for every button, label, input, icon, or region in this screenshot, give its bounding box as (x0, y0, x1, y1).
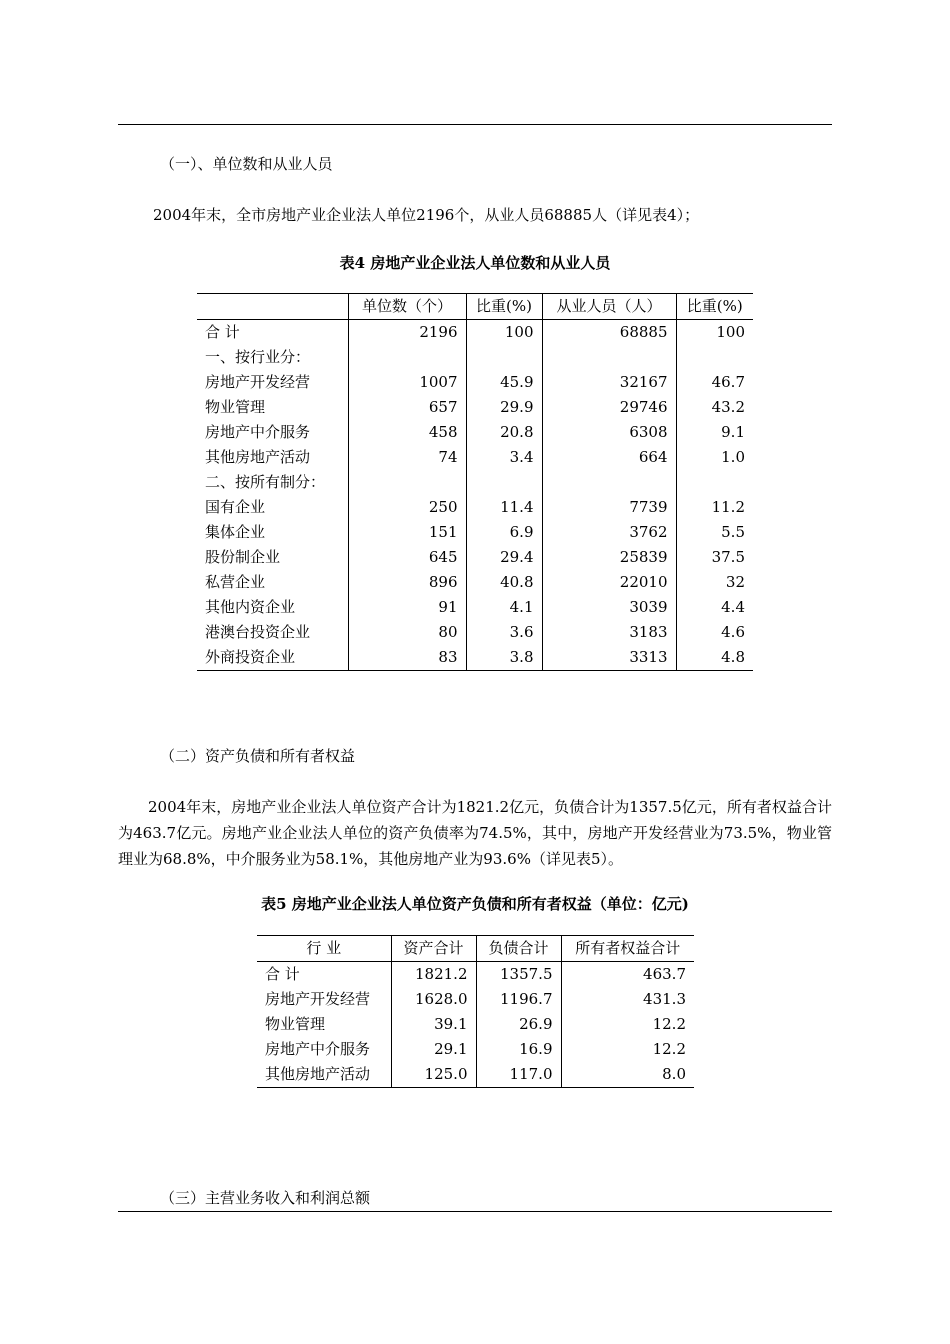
table-row (197, 470, 753, 495)
cell: 3313 (542, 645, 676, 671)
table4-header-cell: 单位数（个） (348, 294, 466, 320)
table-row (197, 445, 753, 470)
table-row (197, 620, 753, 645)
table-row (197, 320, 753, 346)
cell: 2196 (348, 320, 466, 346)
table-row (197, 545, 753, 570)
table4-header-cell (197, 294, 348, 320)
cell: 74 (348, 445, 466, 470)
table4-header-cell: 比重(%) (466, 294, 542, 320)
cell: 45.9 (466, 370, 542, 395)
table-row (257, 1037, 694, 1062)
cell: 16.9 (476, 1037, 561, 1062)
cell: 83 (348, 645, 466, 671)
cell: 29746 (542, 395, 676, 420)
table4-header-cell: 比重(%) (676, 294, 753, 320)
cell: 12.2 (561, 1037, 694, 1062)
row-label: 物业管理 (205, 398, 266, 416)
cell: 3762 (542, 520, 676, 545)
cell: 5.5 (676, 520, 753, 545)
row-label: 港澳台投资企业 (205, 623, 311, 641)
cell (348, 345, 466, 370)
table-row (197, 495, 753, 520)
table4-header-row (197, 294, 753, 320)
cell: 896 (348, 570, 466, 595)
row-label: 集体企业 (205, 523, 266, 541)
table5 (257, 935, 694, 1088)
section2-heading: （二）资产负债和所有者权益 (160, 747, 356, 765)
cell: 100 (676, 320, 753, 346)
cell: 11.4 (466, 495, 542, 520)
cell: 3.8 (466, 645, 542, 671)
cell: 6308 (542, 420, 676, 445)
table-row (197, 345, 753, 370)
cell (466, 470, 542, 495)
cell (348, 470, 466, 495)
cell: 250 (348, 495, 466, 520)
cell: 32 (676, 570, 753, 595)
cell: 1357.5 (476, 962, 561, 988)
cell: 29.1 (391, 1037, 476, 1062)
section1-heading: （一）、单位数和从业人员 (160, 155, 333, 173)
cell: 125.0 (391, 1062, 476, 1088)
cell: 8.0 (561, 1062, 694, 1088)
cell: 40.8 (466, 570, 542, 595)
cell: 1628.0 (391, 987, 476, 1012)
cell: 458 (348, 420, 466, 445)
cell (542, 345, 676, 370)
table5-header-row (257, 936, 694, 962)
cell: 7739 (542, 495, 676, 520)
cell: 68885 (542, 320, 676, 346)
row-label: 股份制企业 (205, 548, 281, 566)
cell: 3039 (542, 595, 676, 620)
row-label: 二、按所有制分： (205, 473, 326, 491)
table-row (197, 395, 753, 420)
cell: 3.6 (466, 620, 542, 645)
row-label: 其他内资企业 (205, 598, 296, 616)
row-label: 房地产中介服务 (205, 423, 311, 441)
table5-header-cell: 资产合计 (391, 936, 476, 962)
table-row (197, 420, 753, 445)
cell: 22010 (542, 570, 676, 595)
cell: 664 (542, 445, 676, 470)
table-row (257, 1012, 694, 1037)
row-label: 其他房地产活动 (265, 1065, 371, 1083)
section1-text: 2004年末，全市房地产业企业法人单位2196个，从业人员68885人（详见表4）； (153, 206, 700, 224)
cell: 3.4 (466, 445, 542, 470)
top-rule (118, 124, 832, 125)
table5-caption: 表5 房地产业企业法人单位资产负债和所有者权益（单位：亿元) (261, 895, 689, 913)
cell (466, 345, 542, 370)
table-row (197, 370, 753, 395)
cell: 151 (348, 520, 466, 545)
cell: 463.7 (561, 962, 694, 988)
cell: 32167 (542, 370, 676, 395)
cell: 29.9 (466, 395, 542, 420)
table5-header-cell: 所有者权益合计 (561, 936, 694, 962)
cell: 37.5 (676, 545, 753, 570)
cell: 25839 (542, 545, 676, 570)
cell: 11.2 (676, 495, 753, 520)
row-label: 合 计 (265, 965, 300, 983)
cell: 91 (348, 595, 466, 620)
cell: 4.4 (676, 595, 753, 620)
cell: 1196.7 (476, 987, 561, 1012)
row-label: 私营企业 (205, 573, 266, 591)
cell (542, 470, 676, 495)
cell: 431.3 (561, 987, 694, 1012)
cell: 100 (466, 320, 542, 346)
row-label: 一、按行业分： (205, 348, 311, 366)
table-row (197, 520, 753, 545)
table5-header-cell: 行 业 (257, 936, 391, 962)
cell (676, 345, 753, 370)
section2-text: 2004年末，房地产业企业法人单位资产合计为1821.2亿元，负债合计为1357.5亿元，所有者权益合计为463.7亿元。房地产业企业法人单位的资产负债率为74.5%，其中，房地产开发经营业为73.5%，物业管理业为68.8%，中介服务业为58.1%，其他房地产业为93.6%（详见表5）。 (118, 798, 832, 868)
table-row (257, 962, 694, 988)
cell: 46.7 (676, 370, 753, 395)
cell: 39.1 (391, 1012, 476, 1037)
cell: 9.1 (676, 420, 753, 445)
cell: 29.4 (466, 545, 542, 570)
cell: 1821.2 (391, 962, 476, 988)
cell: 20.8 (466, 420, 542, 445)
table-row (197, 645, 753, 671)
section3-heading: （三）主营业务收入和利润总额 (160, 1189, 371, 1207)
cell: 4.8 (676, 645, 753, 671)
cell: 12.2 (561, 1012, 694, 1037)
table-row (257, 1062, 694, 1088)
table5-header-cell: 负债合计 (476, 936, 561, 962)
cell: 657 (348, 395, 466, 420)
table-row (197, 595, 753, 620)
bottom-rule (118, 1211, 832, 1212)
cell: 3183 (542, 620, 676, 645)
cell (676, 470, 753, 495)
table-row (197, 570, 753, 595)
table4 (197, 293, 753, 671)
row-label: 房地产开发经营 (265, 990, 371, 1008)
row-label: 外商投资企业 (205, 648, 296, 666)
cell: 80 (348, 620, 466, 645)
cell: 6.9 (466, 520, 542, 545)
cell: 4.1 (466, 595, 542, 620)
cell: 1007 (348, 370, 466, 395)
table4-header-cell: 从业人员（人） (542, 294, 676, 320)
row-label: 房地产中介服务 (265, 1040, 371, 1058)
cell: 645 (348, 545, 466, 570)
cell: 26.9 (476, 1012, 561, 1037)
row-label: 合 计 (205, 323, 240, 341)
row-label: 房地产开发经营 (205, 373, 311, 391)
row-label: 其他房地产活动 (205, 448, 311, 466)
row-label: 国有企业 (205, 498, 266, 516)
table4-caption: 表4 房地产业企业法人单位数和从业人员 (339, 254, 611, 272)
cell: 43.2 (676, 395, 753, 420)
table-row (257, 987, 694, 1012)
cell: 4.6 (676, 620, 753, 645)
row-label: 物业管理 (265, 1015, 326, 1033)
cell: 1.0 (676, 445, 753, 470)
cell: 117.0 (476, 1062, 561, 1088)
